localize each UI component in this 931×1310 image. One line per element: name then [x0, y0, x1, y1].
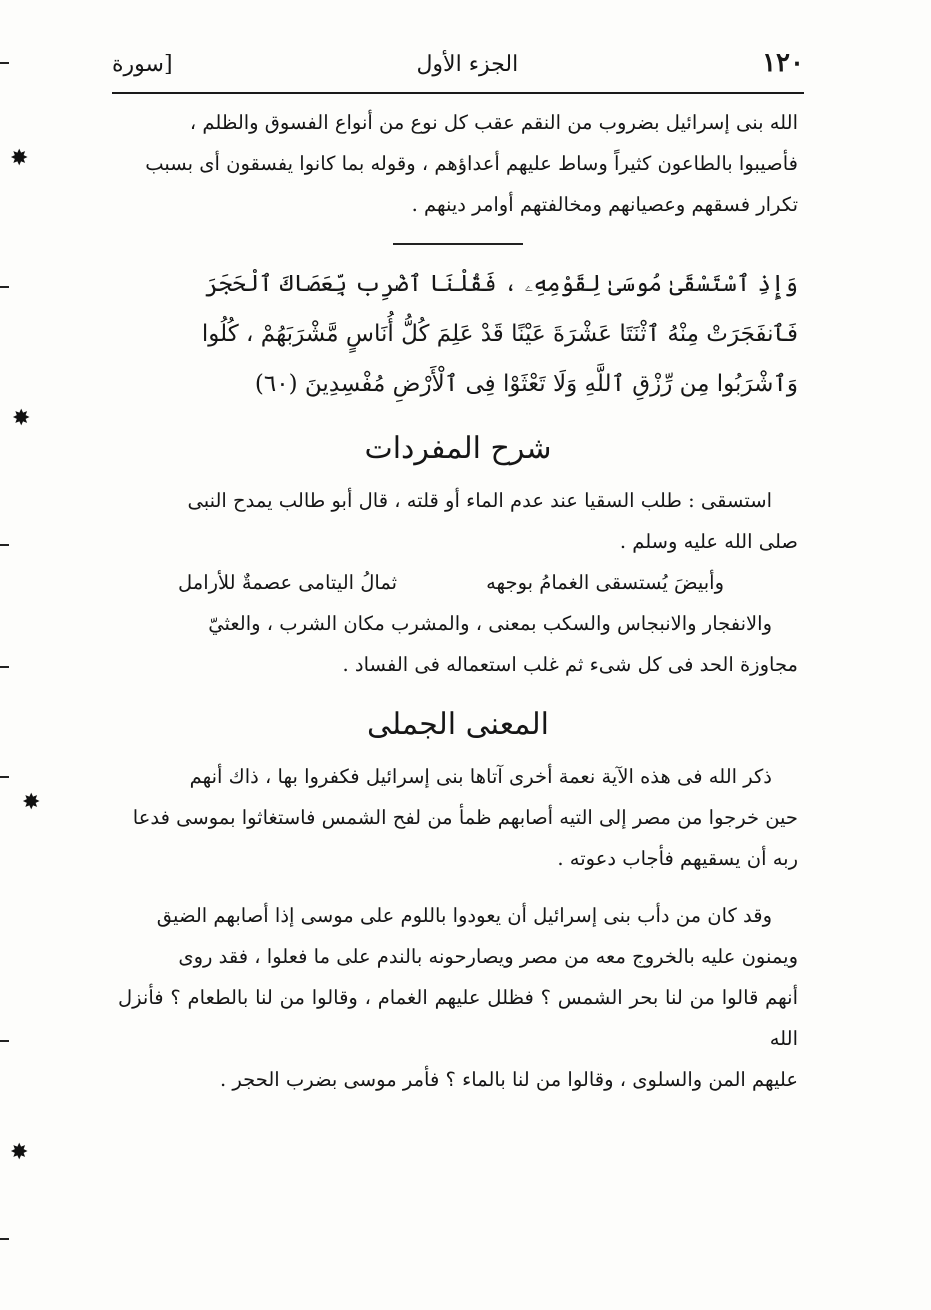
text-line: ويمنون عليه بالخروج معه من مصر ويصارحونه بالندم على ما فعلوا ، فقد روى [178, 945, 798, 968]
margin-mark: ✸ [12, 406, 31, 431]
margin-tick [0, 666, 9, 668]
page-number: ١٢٠ [762, 48, 804, 78]
quran-verse [118, 259, 798, 409]
text-line: الله بنى إسرائيل بضروب من النقم عقب كل نوع من أنواع الفسوق والظلم ، [189, 111, 798, 134]
meaning-paragraph-1 [118, 756, 798, 879]
margin-tick [0, 1238, 9, 1240]
margin-tick [0, 62, 9, 64]
meaning-heading: المعنى الجملى [366, 707, 549, 742]
margin-mark: ✸ [10, 1140, 29, 1165]
margin-mark: ✸ [10, 146, 29, 171]
section-divider [393, 243, 523, 245]
surah-label: [سورة [112, 52, 173, 77]
text-line: فأصيبوا بالطاعون كثيراً وساط عليهم أعداؤهم ، وقوله بما كانوا يفسقون أى بسبب [145, 152, 798, 175]
poem-first-hemistich: وأبيضَ يُستسقى الغمامُ بوجهه [486, 571, 724, 594]
vocab-heading: شرح المفردات [364, 431, 552, 466]
text-line: تكرار فسقهم وعصيانهم ومخالفتهم أوامر دينهم . [411, 193, 798, 216]
margin-tick [0, 1040, 9, 1042]
verse-line: فَٱنفَجَرَتْ مِنْهُ ٱثْنَتَا عَشْرَةَ عَيْنًا قَدْ عَلِمَ كُلُّ أُنَاسٍ مَّشْرَبَهُمْ ، كُلُوا [201, 321, 798, 347]
text-line: أنهم قالوا من لنا بحر الشمس ؟ فظلل عليهم الغمام ، وقالوا من لنا بالطعام ؟ فأنزل الله [118, 986, 798, 1050]
poem-second-hemistich: ثمالُ اليتامى عصمةٌ للأرامل [178, 571, 398, 594]
meaning-paragraph-2 [118, 895, 798, 1100]
text-line: عليهم المن والسلوى ، وقالوا من لنا بالماء ؟ فأمر موسى بضرب الحجر . [220, 1068, 798, 1091]
vocab-paragraph-2 [118, 603, 798, 685]
text-line: والانفجار والانبجاس والسكب بمعنى ، والمشرب مكان الشرب ، والعثيّ [208, 612, 772, 635]
text-line: ربه أن يسقيهم فأجاب دعوته . [557, 847, 798, 870]
margin-mark: ✸ [22, 790, 41, 815]
poem-verse [118, 562, 798, 603]
paragraph-gap [118, 879, 798, 895]
text-line: ذكر الله فى هذه الآية نعمة أخرى آتاها بنى إسرائيل فكفروا بها ، ذاك أنهم [189, 765, 772, 788]
vocab-paragraph [118, 480, 798, 562]
text-line: استسقى : طلب السقيا عند عدم الماء أو قلته ، قال أبو طالب يمدح النبى [187, 489, 772, 512]
verse-line: وَٱشْرَبُوا مِن رِّزْقِ ٱللَّهِ وَلَا تَعْثَوْا فِى ٱلْأَرْضِ مُفْسِدِينَ (٦٠) [254, 371, 798, 397]
book-page [112, 48, 804, 1100]
part-title: الجزء الأول [416, 52, 519, 77]
text-line: وقد كان من دأب بنى إسرائيل أن يعودوا باللوم على موسى إذا أصابهم الضيق [156, 904, 772, 927]
running-header [112, 48, 804, 94]
margin-tick [0, 544, 9, 546]
text-line: صلى الله عليه وسلم . [619, 530, 798, 553]
margin-tick [0, 776, 9, 778]
text-line: مجاوزة الحد فى كل شىء ثم غلب استعماله فى الفساد . [342, 653, 798, 676]
intro-paragraph [118, 102, 798, 225]
margin-tick [0, 286, 9, 288]
text-line: حين خرجوا من مصر إلى التيه أصابهم ظمأ من لفح الشمس فاستغاثوا بموسى فدعا [132, 806, 798, 829]
verse-line: وَإِذِ ٱسْتَسْقَىٰ مُوسَىٰ لِقَوْمِهِۦ ، فَقُلْنَا ٱضْرِب بِّعَصَاكَ ٱلْحَجَرَ [205, 271, 798, 297]
